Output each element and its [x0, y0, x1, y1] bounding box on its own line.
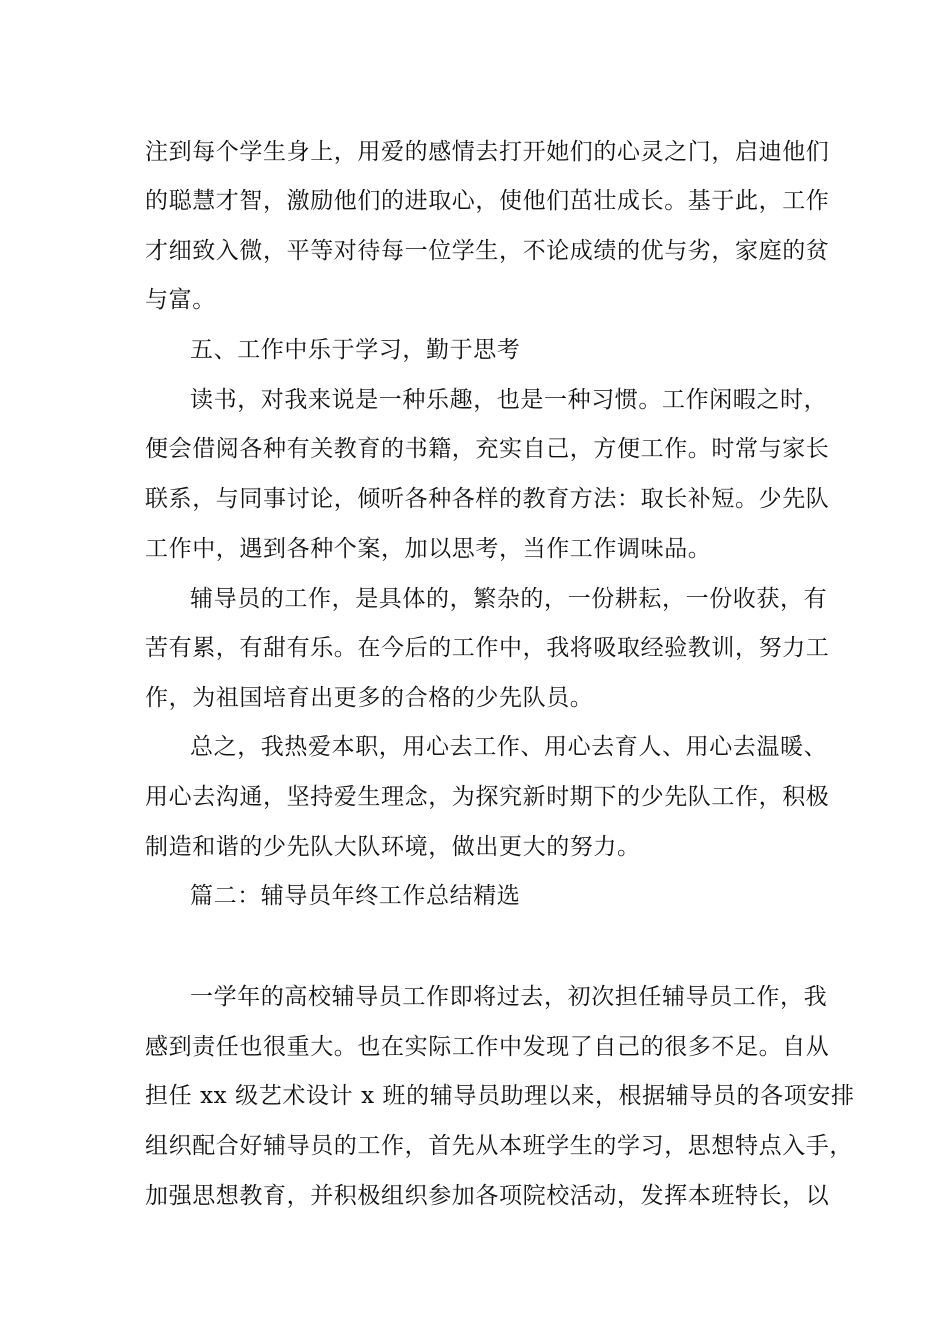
text-line: 辅导员的工作，是具体的，繁杂的，一份耕耘，一份收获，有	[190, 586, 828, 612]
text-line: 读书，对我来说是一种乐趣，也是一种习惯。工作闲暇之时，	[190, 387, 828, 413]
text-line: 担任 xx 级艺术设计 x 班的辅导员助理以来，根据辅导员的各项安排	[145, 1083, 855, 1109]
text-line: 联系，与同事讨论，倾听各种各样的教育方法：取长补短。少先队	[145, 486, 830, 512]
text-line: 总之，我热爱本职，用心去工作、用心去育人、用心去温暖、	[190, 734, 828, 760]
text-line: 便会借阅各种有关教育的书籍，充实自己，方便工作。时常与家长	[145, 436, 830, 462]
text-line: 工作中，遇到各种个案，加以思考，当作工作调味品。	[145, 536, 712, 562]
text-line: 组织配合好辅导员的工作，首先从本班学生的学习，思想特点入手，	[145, 1133, 853, 1159]
text-line: 感到责任也很重大。也在实际工作中发现了自己的很多不足。自从	[145, 1034, 830, 1060]
text-line: 才细致入微，平等对待每一位学生，不论成绩的优与劣，家庭的贫	[145, 238, 830, 264]
text-line: 与富。	[145, 287, 216, 313]
text-line: 一学年的高校辅导员工作即将过去，初次担任辅导员工作，我	[190, 984, 828, 1010]
text-line: 加强思想教育，并积极组织参加各项院校活动，发挥本班特长，以	[145, 1183, 830, 1209]
text-line: 用心去沟通，坚持爱生理念，为探究新时期下的少先队工作，积极	[145, 784, 830, 810]
text-line: 的聪慧才智，激励他们的进取心，使他们茁壮成长。基于此，工作	[145, 188, 830, 214]
text-line: 作，为祖国培育出更多的合格的少先队员。	[145, 685, 594, 711]
text-line: 苦有累，有甜有乐。在今后的工作中，我将吸取经验教训，努力工	[145, 635, 830, 661]
article-title: 篇二：辅导员年终工作总结精选	[190, 883, 521, 909]
text-line: 制造和谐的少先队大队环境，做出更大的努力。	[145, 834, 641, 860]
text-line: 注到每个学生身上，用爱的感情去打开她们的心灵之门，启迪他们	[145, 139, 830, 165]
section-heading: 五、工作中乐于学习，勤于思考	[190, 337, 521, 363]
